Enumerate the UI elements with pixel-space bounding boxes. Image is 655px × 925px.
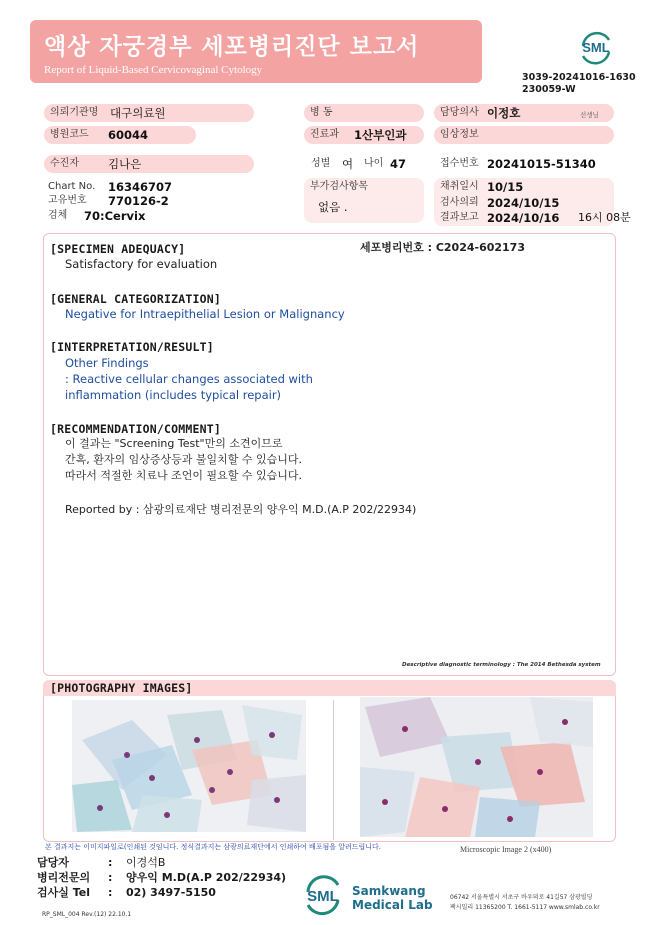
company-line1: Samkwang — [352, 884, 426, 898]
staff-value: 이경석B — [126, 856, 166, 869]
report-date-label: 결과보고 — [440, 212, 479, 223]
recommendation-line3: 따라서 적절한 치료나 조언이 필요할 수 있습니다. — [65, 469, 302, 482]
request-label: 검사의뢰 — [440, 197, 479, 208]
sex-label: 성별 — [311, 158, 331, 169]
unique-no-value: 770126-2 — [108, 194, 169, 208]
lab-tel-value: 02) 3497-5150 — [126, 886, 216, 899]
patient-label: 수진자 — [50, 158, 79, 169]
unique-no-label: 고유번호 — [48, 195, 87, 206]
form-code: RP_SML_004 Rev.(12) 22.10.1 — [42, 911, 132, 918]
chart-no-value: 16346707 — [108, 180, 173, 194]
staff-colon: : — [108, 856, 113, 869]
lab-tel-colon: : — [108, 886, 113, 899]
patient-value: 김나은 — [108, 157, 142, 171]
recommendation-line1: 이 결과는 "Screening Test"만의 소견이므로 — [65, 437, 283, 450]
collect-value: 10/15 — [487, 180, 524, 194]
microscopic-image-2 — [360, 697, 593, 837]
address-line1: 06742 서울특별시 서초구 바우뫼로 41길57 삼광빌딩 — [450, 894, 593, 901]
collect-label: 채취일시 — [440, 181, 479, 192]
pathologist-value: 양우익 M.D(A.P 202/22934) — [126, 871, 287, 884]
sex-value: 여 — [342, 157, 354, 171]
cytology-number: 세포병리번호 : C2024-602173 — [360, 241, 525, 254]
sml-footer-logo-icon — [300, 874, 346, 916]
ward-field — [304, 104, 424, 122]
request-value: 2024/10/15 — [487, 196, 560, 210]
doctor-label: 담당의사 — [440, 107, 479, 118]
general-text: Negative for Intraepithelial Lesion or Malignancy — [65, 307, 345, 321]
hospital-code-value: 60044 — [108, 128, 149, 142]
patient-field — [44, 155, 254, 173]
recommendation-heading: [RECOMMENDATION/COMMENT] — [50, 422, 221, 436]
staff-label: 담당자 — [37, 856, 69, 869]
clinical-info-field — [434, 126, 614, 144]
pathologist-colon: : — [108, 871, 113, 884]
bethesda-footnote: Descriptive diagnostic terminology : The 2014 Bethesda system — [402, 662, 601, 668]
department-label: 진료과 — [310, 129, 339, 140]
adequacy-heading: [SPECIMEN ADEQUACY] — [50, 242, 186, 256]
document-id-line1: 3039-20241016-1630 — [522, 72, 636, 83]
age-value: 47 — [390, 157, 407, 171]
company-name — [352, 884, 433, 912]
microscopic-image-1 — [72, 700, 306, 832]
recommendation-line2: 간혹, 환자의 임상증상등과 불일치할 수 있습니다. — [65, 453, 302, 466]
institution-value: 대구의료원 — [110, 106, 166, 120]
receipt-value: 20241015-51340 — [487, 157, 596, 171]
report-title: 액상 자궁경부 세포병리진단 보고서 — [44, 34, 420, 60]
report-subtitle: Report of Liquid-Based Cervicovaginal Cytology — [44, 64, 263, 76]
company-line2: Medical Lab — [352, 898, 433, 912]
document-id — [522, 72, 636, 96]
svg-text:SML: SML — [582, 40, 610, 55]
report-date-value: 2024/10/16 — [487, 211, 560, 225]
chart-no-label: Chart No. — [48, 181, 96, 192]
clinical-info-label: 임상정보 — [440, 129, 479, 140]
photo-divider — [333, 700, 334, 840]
doctor-value: 이정호 — [487, 106, 521, 120]
interpretation-line3: inflammation (includes typical repair) — [65, 388, 282, 402]
hospital-code-label: 병원코드 — [50, 129, 89, 140]
reported-by: Reported by : 삼광의료재단 병리전문의 양우익 M.D.(A.P 202/22934) — [65, 503, 417, 516]
specimen-label: 검체 — [48, 210, 68, 221]
general-heading: [GENERAL CATEGORIZATION] — [50, 292, 221, 306]
image2-caption: Microscopic Image 2 (x400) — [460, 845, 552, 854]
svg-text:SML: SML — [307, 888, 339, 905]
sml-logo-icon — [575, 30, 617, 66]
report-time-value: 16시 08분 — [578, 211, 631, 224]
specimen-value: 70:Cervix — [84, 209, 146, 223]
doctor-suffix: 선생님 — [580, 111, 599, 119]
extra-tests-value: 없음 . — [318, 200, 348, 214]
receipt-label: 접수번호 — [440, 158, 479, 169]
document-id-line2: 230059-W — [522, 84, 576, 95]
photography-heading: [PHOTOGRAPHY IMAGES] — [50, 681, 193, 695]
address-line2: 팩시밀리 11365200 T. 1661-5117 www.smlab.co.kr — [450, 904, 600, 911]
pathologist-label: 병리전문의 — [37, 871, 91, 884]
department-value: 1산부인과 — [354, 128, 407, 142]
age-label: 나이 — [364, 158, 384, 169]
extra-tests-label: 부가검사항목 — [310, 181, 368, 192]
institution-label: 의뢰기관명 — [50, 107, 99, 118]
ward-label: 병 동 — [310, 107, 333, 118]
lab-tel-label: 검사실 Tel — [37, 886, 90, 899]
interpretation-heading: [INTERPRETATION/RESULT] — [50, 340, 214, 354]
interpretation-line1: Other Findings — [65, 356, 149, 370]
print-notice: 본 결과지는 이미지파일로(인쇄된 것임니다. 정식결과지는 삼광의료재단에서 인쇄하여 배포됨을 알려드립니다. — [45, 843, 382, 851]
adequacy-text: Satisfactory for evaluation — [65, 257, 218, 271]
interpretation-line2: : Reactive cellular changes associated with — [65, 372, 313, 386]
